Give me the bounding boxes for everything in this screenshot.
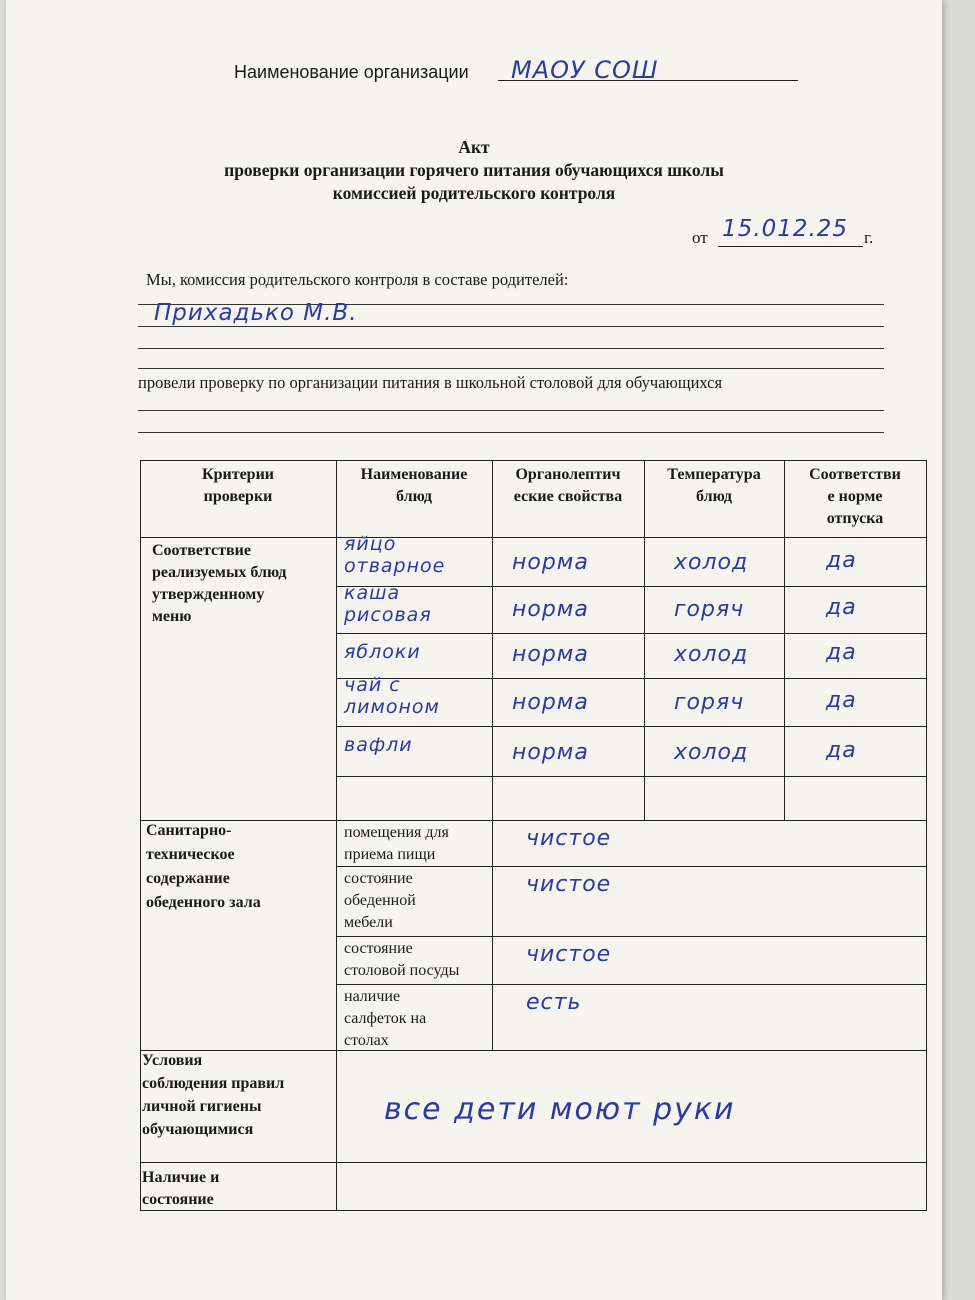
temperature-value: холод (674, 740, 749, 765)
dish-row-divider (336, 726, 926, 727)
section3-label: Условия (142, 1052, 203, 1069)
norm-value: да (826, 640, 857, 665)
header-organoleptic: еские свойства (513, 488, 623, 505)
dish-name: чай с (344, 674, 401, 696)
member-line-2 (138, 326, 884, 327)
organoleptic-value: норма (512, 597, 589, 622)
section2-label: техническое (146, 846, 235, 863)
sanitary-label: мебели (344, 914, 393, 931)
header-dish: блюд (396, 488, 432, 505)
sanitary-row-divider (336, 936, 926, 937)
dish-name: яблоки (344, 641, 421, 663)
norm-value: да (826, 548, 857, 573)
section2-label: содержание (146, 870, 230, 887)
col-divider-3 (644, 460, 645, 820)
sanitary-label: салфеток на (344, 1010, 427, 1027)
dish-row-divider (336, 678, 926, 679)
section4-label: Наличие и (142, 1169, 220, 1186)
norm-value: да (826, 738, 857, 763)
sanitary-row-divider (336, 866, 926, 867)
header-dish: Наименование (360, 466, 468, 483)
date-value: 15.012.25 (722, 216, 849, 242)
sanitary-label: обеденной (344, 892, 416, 909)
date-underline (718, 246, 863, 247)
temperature-value: холод (674, 642, 749, 667)
dish-name: каша (344, 582, 401, 604)
section3-label: обучающимися (142, 1121, 254, 1138)
conducted-text: провели проверку по организации питания в школьной столовой для обучающихся (138, 373, 723, 392)
dish-name: рисовая (344, 604, 432, 626)
conducted-line-2 (138, 432, 884, 433)
table-header-bottom (140, 537, 926, 538)
temperature-value: горяч (674, 690, 745, 715)
norm-value: да (826, 688, 857, 713)
sanitary-row-divider (336, 984, 926, 985)
sanitary-value: чистое (526, 872, 612, 897)
commission-intro: Мы, комиссия родительского контроля в составе родителей: (146, 270, 569, 289)
table-border-top (140, 460, 926, 461)
sanitary-value: чистое (526, 942, 612, 967)
sanitary-label: столовой посуды (344, 962, 460, 979)
organoleptic-value: норма (512, 740, 589, 765)
temperature-value: холод (674, 550, 749, 575)
sanitary-label: состояние (344, 940, 413, 957)
sanitary-label: приема пищи (344, 846, 436, 863)
section2-label: обеденного зала (146, 894, 261, 911)
section4-label: состояние (142, 1191, 214, 1208)
table-border-bottom (140, 1210, 926, 1211)
commission-member: Прихадько М.В. (154, 300, 358, 326)
sanitary-label: состояние (344, 870, 413, 887)
hygiene-value: все дети моют руки (384, 1092, 736, 1127)
section3-label: личной гигиены (142, 1098, 262, 1115)
header-temperature: Температура (667, 466, 761, 483)
dish-row-divider (336, 586, 926, 587)
member-line-3 (138, 348, 884, 349)
organoleptic-value: норма (512, 642, 589, 667)
header-norm: Соответстви (809, 466, 901, 483)
doc-subtitle-2: комиссией родительского контроля (332, 183, 616, 203)
section3-bottom (140, 1162, 926, 1163)
dish-name: вафли (344, 734, 413, 756)
sanitary-label: помещения для (344, 824, 449, 841)
organoleptic-value: норма (512, 690, 589, 715)
sanitary-value: чистое (526, 826, 612, 851)
dish-name: отварное (344, 555, 446, 577)
section1-label: реализуемых блюд (152, 564, 287, 581)
header-organoleptic: Органолептич (515, 466, 621, 483)
section2-label: Санитарно- (146, 822, 232, 839)
section1-label: Соответствие (152, 542, 251, 559)
organoleptic-value: норма (512, 550, 589, 575)
org-label: Наименование организации (234, 62, 469, 82)
sanitary-value: есть (526, 990, 582, 1015)
header-criteria: Критерии (201, 466, 274, 483)
norm-value: да (826, 595, 857, 620)
doc-subtitle-1: проверки организации горячего питания обучающихся школы (224, 160, 724, 180)
date-prefix: от (692, 228, 708, 247)
section1-label: утвержденному (152, 586, 265, 603)
doc-title: Акт (458, 137, 490, 157)
sanitary-label: столах (344, 1032, 389, 1049)
header-criteria: проверки (203, 488, 273, 505)
header-norm: е норме (827, 488, 883, 505)
document-sheet (6, 0, 942, 1300)
table-border-right (926, 460, 927, 1211)
section3-label: соблюдения правил (142, 1075, 285, 1092)
section1-label: меню (152, 608, 192, 625)
member-line-4 (138, 368, 884, 369)
dish-row-divider (336, 633, 926, 634)
header-temperature: блюд (696, 488, 732, 505)
sanitary-label: наличие (344, 988, 401, 1005)
table-border-left (140, 460, 141, 1211)
header-norm: отпуска (826, 510, 884, 527)
dish-name: яйцо (344, 533, 397, 555)
temperature-value: горяч (674, 597, 745, 622)
dish-row-divider (336, 776, 926, 777)
conducted-line-1 (138, 410, 884, 411)
dish-name: лимоном (344, 696, 440, 718)
org-value: МАОУ СОШ (511, 56, 659, 84)
date-suffix: г. (864, 228, 874, 247)
